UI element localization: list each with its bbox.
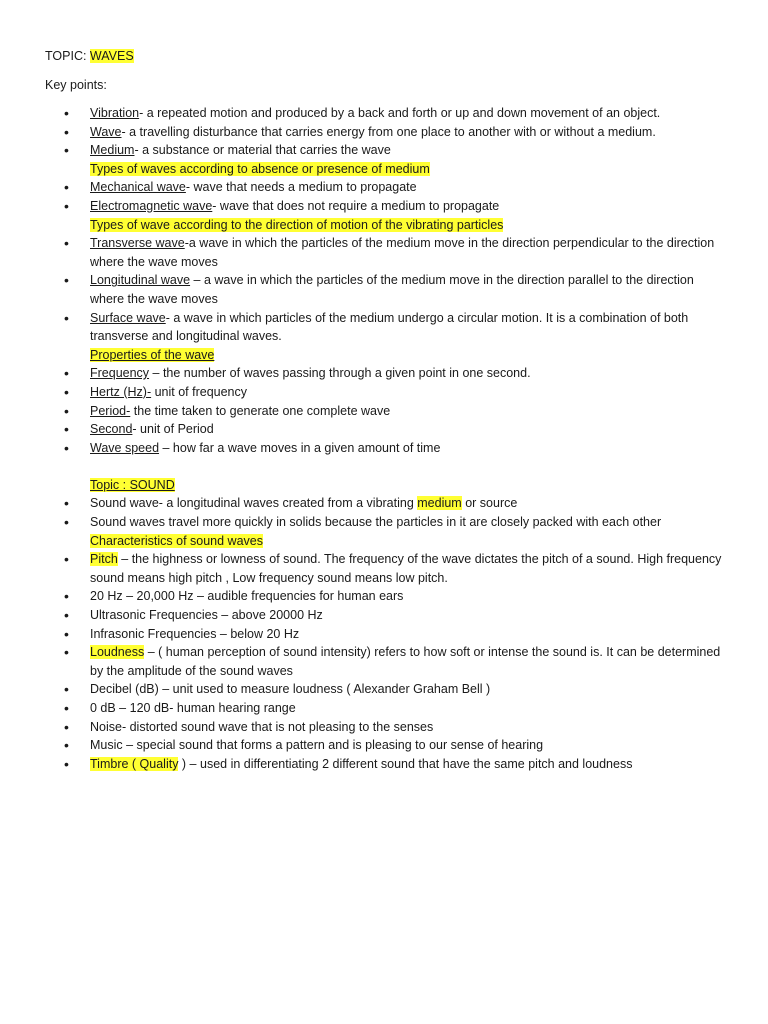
list-item bbox=[45, 513, 725, 532]
term: Properties of the wave bbox=[90, 347, 215, 362]
list-item bbox=[45, 402, 725, 421]
section-heading bbox=[45, 160, 725, 179]
notes-list bbox=[45, 104, 725, 773]
item-text: Sound waves travel more quickly in solids because the particles in it are closely packed with each other bbox=[90, 515, 662, 530]
list-item bbox=[45, 699, 725, 718]
section-heading bbox=[45, 216, 725, 235]
item-text: - a substance or material that carries the wave bbox=[134, 143, 391, 158]
term: Frequency bbox=[90, 366, 150, 381]
item-text: the time taken to generate one complete wave bbox=[130, 403, 391, 418]
topic-prefix: TOPIC: bbox=[45, 49, 90, 63]
highlighted-text: Characteristics of sound waves bbox=[90, 533, 263, 548]
item-text: -a wave in which the particles of the medium move in the direction perpendicular to the direction where the wave moves bbox=[90, 236, 715, 269]
list-item bbox=[45, 680, 725, 699]
item-text: unit of frequency bbox=[151, 384, 248, 399]
topic-heading bbox=[45, 47, 134, 65]
item-text: – the highness or lowness of sound. The frequency of the wave dictates the pitch of a sound. High frequency sound means high pitch , Low frequency sound means low pitch. bbox=[90, 552, 722, 585]
list-item bbox=[45, 718, 725, 737]
item-text: Decibel (dB) – unit used to measure loudness ( Alexander Graham Bell ) bbox=[90, 682, 491, 697]
term: Transverse wave bbox=[90, 236, 185, 251]
item-text: - wave that needs a medium to propagate bbox=[185, 180, 417, 195]
item-text: 0 dB – 120 dB- human hearing range bbox=[90, 701, 296, 715]
list-item bbox=[45, 364, 725, 383]
section-heading bbox=[45, 346, 725, 365]
item-text: – a wave in which the particles of the medium move in the direction parallel to the direction where the wave moves bbox=[90, 273, 694, 306]
highlighted-text: Timbre ( Quality bbox=[90, 756, 179, 771]
term: Wave speed bbox=[90, 440, 160, 455]
list-item bbox=[45, 420, 725, 439]
item-text: or source bbox=[461, 496, 518, 511]
list-item bbox=[45, 141, 725, 160]
highlighted-text: Loudness bbox=[90, 645, 145, 660]
term: Electromagnetic wave bbox=[90, 198, 213, 213]
highlighted-text: Types of waves according to absence or presence of medium bbox=[90, 161, 430, 176]
list-item bbox=[45, 197, 725, 216]
term: Hertz (Hz)- bbox=[90, 384, 152, 399]
list-item bbox=[45, 736, 725, 755]
item-text: 20 Hz – 20,000 Hz – audible frequencies for human ears bbox=[90, 589, 404, 604]
list-item bbox=[45, 625, 725, 644]
section-heading bbox=[45, 476, 725, 495]
item-text: Music – special sound that forms a pattern and is pleasing to our sense of hearing bbox=[90, 738, 544, 753]
term: Vibration bbox=[90, 106, 140, 120]
blank-line bbox=[45, 457, 725, 476]
item-text: - wave that does not require a medium to propagate bbox=[212, 198, 500, 213]
highlighted-text: Types of wave according to the direction of motion of the vibrating particles bbox=[90, 217, 504, 232]
item-text: – ( human perception of sound intensity) refers to how soft or intense the sound is. It can be determined by the amplitude of the sound waves bbox=[90, 645, 721, 678]
list-item bbox=[45, 606, 725, 625]
list-item bbox=[45, 123, 725, 142]
term: Topic : SOUND bbox=[90, 477, 175, 492]
item-text: ) – used in differentiating 2 different sound that have the same pitch and loudness bbox=[178, 756, 633, 771]
highlighted-text: Pitch bbox=[90, 552, 118, 567]
item-text: – how far a wave moves in a given amount of time bbox=[159, 440, 441, 455]
list-item bbox=[45, 494, 725, 513]
item-text: – the number of waves passing through a given point in one second. bbox=[149, 366, 531, 381]
term: Longitudinal wave bbox=[90, 273, 191, 288]
term: Period- bbox=[90, 403, 131, 418]
highlighted-text: medium bbox=[417, 496, 462, 511]
topic-word: WAVES bbox=[89, 49, 134, 63]
list-item bbox=[45, 309, 725, 346]
list-item bbox=[45, 587, 725, 606]
term: Medium bbox=[90, 143, 135, 158]
list-item bbox=[45, 178, 725, 197]
item-text: Ultrasonic Frequencies – above 20000 Hz bbox=[90, 608, 323, 623]
item-text: - a repeated motion and produced by a back and forth or up and down movement of an object. bbox=[139, 106, 661, 120]
term: Surface wave bbox=[90, 310, 166, 325]
list-item bbox=[45, 234, 725, 271]
item-text: - unit of Period bbox=[132, 422, 214, 437]
term: Wave bbox=[90, 124, 122, 139]
term: Mechanical wave bbox=[90, 180, 186, 195]
item-text: - a wave in which particles of the medium undergo a circular motion. It is a combination of both transverse and longitudinal waves. bbox=[90, 310, 689, 344]
item-text: Noise- distorted sound wave that is not pleasing to the senses bbox=[90, 719, 434, 734]
term: Second bbox=[90, 422, 133, 437]
list-item bbox=[45, 643, 725, 680]
list-item bbox=[45, 550, 725, 587]
list-item bbox=[45, 383, 725, 402]
list-item bbox=[45, 104, 725, 123]
list-item bbox=[45, 439, 725, 458]
list-item bbox=[45, 271, 725, 308]
item-text: - a travelling disturbance that carries energy from one place to another with or without a medium. bbox=[121, 124, 656, 139]
item-text: Infrasonic Frequencies – below 20 Hz bbox=[90, 626, 300, 641]
list-item bbox=[45, 755, 725, 774]
key-points-label: Key points: bbox=[45, 78, 107, 92]
section-heading bbox=[45, 532, 725, 551]
item-text: Sound wave- a longitudinal waves created from a vibrating bbox=[90, 496, 418, 511]
